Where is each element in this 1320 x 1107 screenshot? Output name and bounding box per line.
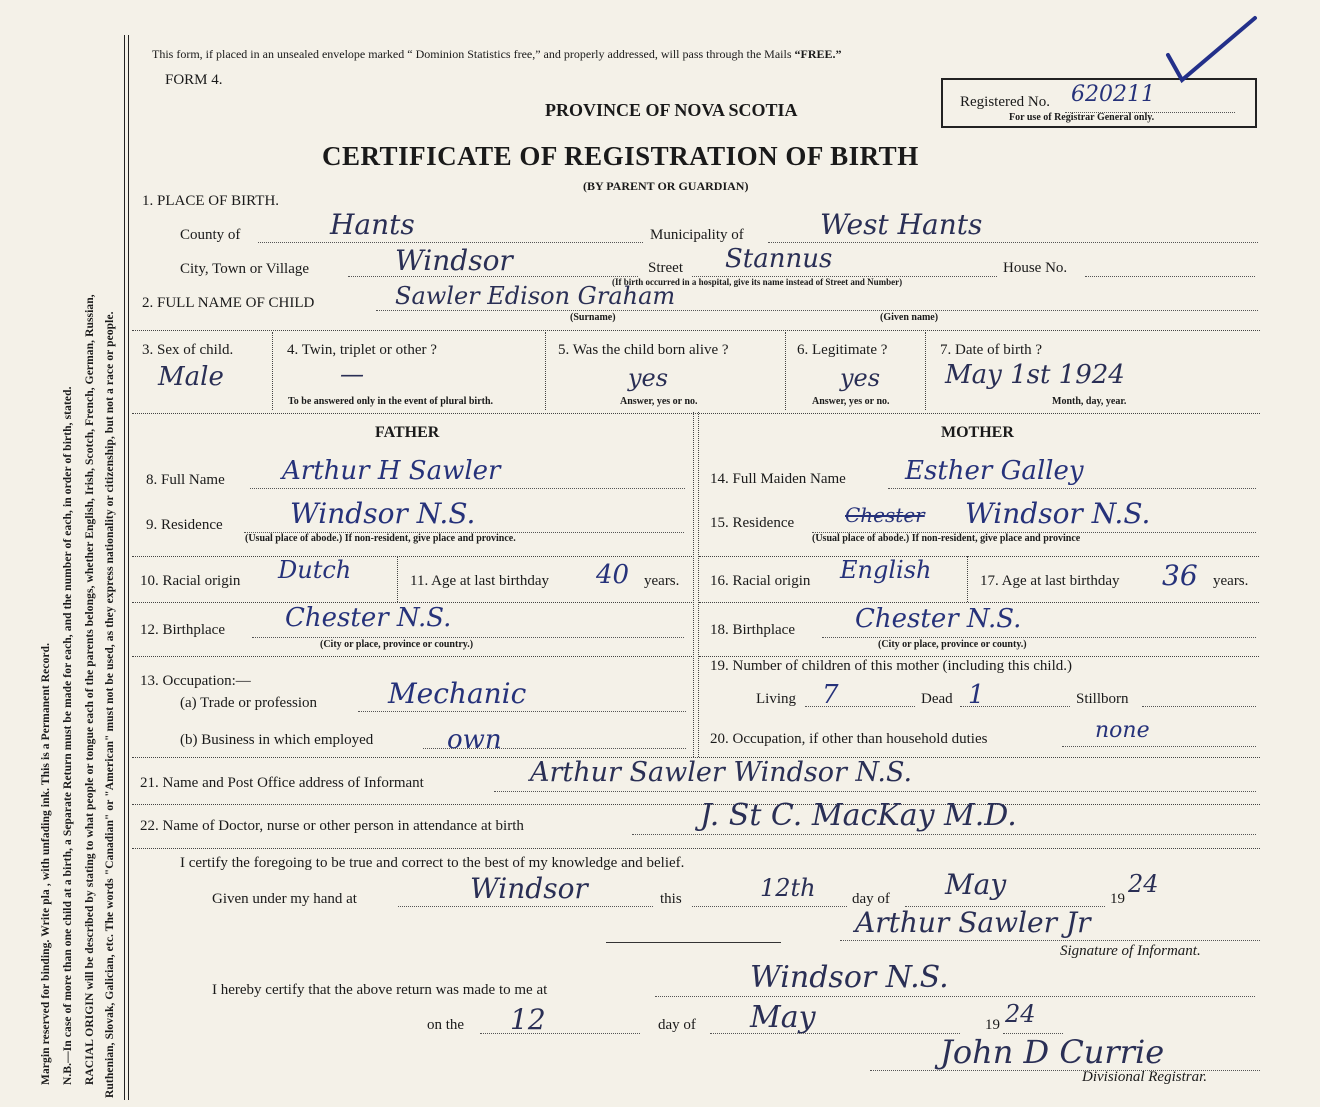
stillborn-label: Stillborn	[1076, 691, 1129, 707]
children-count-label: 19. Number of children of this mother (including this child.)	[710, 658, 1073, 674]
registrar-place: Windsor N.S.	[750, 960, 949, 995]
father-race-label: 10. Racial origin	[140, 573, 241, 589]
registrar-day: 12	[510, 1003, 546, 1036]
mother-race-value: English	[840, 556, 932, 584]
mother-residence-note: (Usual place of abode.) If non-resident, give place and province	[812, 533, 1081, 544]
legitimate-note: Answer, yes or no.	[812, 396, 890, 407]
alive-note: Answer, yes or no.	[620, 396, 698, 407]
street-label: Street	[648, 260, 683, 276]
margin-note-1: Margin reserved for binding. Write pla , with unfading ink. This is a Permanent Record.	[40, 642, 52, 1085]
father-age-label: 11. Age at last birthday	[410, 573, 549, 589]
form-number: FORM 4.	[165, 72, 223, 88]
twin-label: 4. Twin, triplet or other ?	[287, 342, 437, 358]
father-name-value: Arthur H Sawler	[282, 456, 501, 486]
mother-name-label: 14. Full Maiden Name	[710, 471, 846, 487]
sex-label: 3. Sex of child.	[142, 342, 234, 358]
informant-label: 21. Name and Post Office address of Informant	[140, 775, 424, 791]
registrar-signature-label: Divisional Registrar.	[1082, 1069, 1208, 1085]
mother-race-label: 16. Racial origin	[710, 573, 811, 589]
house-label: House No.	[1003, 260, 1068, 276]
registrar-year: 24	[1005, 1000, 1036, 1028]
registrar-note: For use of Registrar General only.	[1009, 112, 1155, 123]
registrar-year-prefix: 19	[985, 1017, 1000, 1033]
mail-note: This form, if placed in an unsealed envelope marked “ Dominion Statistics free,” and properly addressed, will pass through the Mails “FREE.”	[152, 47, 842, 61]
margin-rule	[124, 35, 125, 1100]
father-birthplace-note: (City or place, province or country.)	[320, 639, 474, 650]
given-day: 12th	[760, 874, 816, 902]
certificate-subtitle: (BY PARENT OR GUARDIAN)	[583, 179, 749, 193]
province-heading: PROVINCE OF NOVA SCOTIA	[545, 100, 798, 120]
legitimate-label: 6. Legitimate ?	[797, 342, 888, 358]
given-year-prefix: 19	[1110, 891, 1125, 907]
mother-residence-value: Windsor N.S.	[965, 497, 1151, 530]
city-label: City, Town or Village	[180, 261, 310, 277]
legitimate-value: yes	[840, 364, 881, 392]
doctor-value: J. St C. MacKay M.D.	[700, 798, 1017, 833]
father-residence-note: (Usual place of abode.) If non-resident, give place and province.	[245, 533, 516, 544]
mother-age-unit: years.	[1213, 573, 1249, 589]
child-name-value: Sawler Edison Graham	[395, 282, 676, 310]
mother-residence-label: 15. Residence	[710, 515, 795, 531]
twin-note: To be answered only in the event of plural birth.	[288, 396, 494, 407]
registrar-day-of-label: day of	[658, 1017, 696, 1033]
alive-label: 5. Was the child born alive ?	[558, 342, 729, 358]
street-value: Stannus	[725, 244, 833, 274]
doctor-label: 22. Name of Doctor, nurse or other person in attendance at birth	[140, 818, 524, 834]
father-occupation-label: 13. Occupation:—	[140, 673, 251, 689]
city-value: Windsor	[395, 244, 513, 277]
twin-value: —	[340, 360, 364, 388]
mother-birthplace-note: (City or place, province or county.)	[878, 639, 1027, 650]
margin-rule-2	[128, 35, 129, 1100]
mother-occupation-value: none	[1095, 718, 1150, 743]
mother-age-label: 17. Age at last birthday	[980, 573, 1120, 589]
municipality-label: Municipality of	[650, 227, 744, 243]
signature-rule	[606, 942, 781, 943]
father-residence-value: Windsor N.S.	[290, 497, 476, 530]
margin-note-2: N.B.—In case of more than one child at a birth, a Separate Return must be made for each, and the number of each, in order of birth, stated.	[62, 386, 74, 1085]
dead-label: Dead	[921, 691, 953, 707]
mother-residence-struck: Chester	[845, 503, 925, 527]
father-age-unit: years.	[644, 573, 680, 589]
business-label: (b) Business in which employed	[180, 732, 374, 748]
this-label: this	[660, 891, 682, 907]
on-the-label: on the	[427, 1017, 465, 1033]
father-heading: FATHER	[375, 424, 440, 441]
margin-note-4: Ruthenian, Slovak, Galician, etc. The words "Canadian" or "American" must not be used, as they express nationality or citizenship, but not a race or people.	[104, 311, 116, 1098]
father-birthplace-value: Chester N.S.	[285, 603, 452, 633]
municipality-value: West Hants	[820, 208, 983, 241]
informant-value: Arthur Sawler Windsor N.S.	[530, 757, 913, 788]
father-age-value: 40	[596, 560, 630, 590]
dob-note: Month, day, year.	[1052, 396, 1127, 407]
alive-value: yes	[628, 364, 669, 392]
father-race-value: Dutch	[278, 556, 352, 584]
binding-margin	[0, 0, 120, 1107]
mother-heading: MOTHER	[941, 424, 1014, 441]
living-value: 7	[822, 680, 839, 710]
place-heading: 1. PLACE OF BIRTH.	[142, 193, 280, 209]
business-value: own	[447, 725, 502, 755]
given-month: May	[945, 868, 1007, 901]
mother-occupation-label: 20. Occupation, if other than household duties	[710, 731, 988, 747]
day-of-label: day of	[852, 891, 890, 907]
center-divider	[693, 412, 694, 757]
trade-label: (a) Trade or profession	[180, 695, 318, 711]
given-place: Windsor	[470, 872, 588, 905]
registrar-month: May	[750, 1000, 816, 1035]
father-name-label: 8. Full Name	[146, 472, 225, 488]
child-name-label: 2. FULL NAME OF CHILD	[142, 295, 315, 311]
given-year: 24	[1128, 870, 1159, 898]
mother-name-value: Esther Galley	[905, 456, 1084, 486]
trade-value: Mechanic	[388, 677, 527, 710]
registrar-signature: John D Currie	[940, 1033, 1165, 1071]
given-name-note: (Given name)	[880, 312, 939, 323]
informant-signature: Arthur Sawler Jr	[855, 906, 1091, 939]
surname-note: (Surname)	[570, 312, 616, 323]
street-note: (If birth occurred in a hospital, give its name instead of Street and Number)	[612, 277, 903, 287]
father-residence-label: 9. Residence	[146, 517, 223, 533]
mother-age-value: 36	[1162, 559, 1198, 592]
margin-note-3: RACIAL ORIGIN will be described by stating to what people or tongue each of the parents belongs, whether English, Irish, Scotch, French, German, Russian,	[84, 294, 96, 1085]
county-label: County of	[180, 227, 241, 243]
informant-signature-label: Signature of Informant.	[1060, 943, 1201, 959]
dead-value: 1	[968, 680, 985, 710]
father-birthplace-label: 12. Birthplace	[140, 622, 225, 638]
registered-label: Registered No.	[960, 94, 1050, 110]
certificate-title: CERTIFICATE OF REGISTRATION OF BIRTH	[322, 141, 919, 171]
mother-birthplace-value: Chester N.S.	[855, 604, 1022, 634]
mother-birthplace-label: 18. Birthplace	[710, 622, 795, 638]
dob-label: 7. Date of birth ?	[940, 342, 1043, 358]
county-value: Hants	[330, 208, 415, 241]
checkmark-icon	[1160, 10, 1260, 90]
sex-value: Male	[158, 362, 224, 392]
registered-number: 620211	[1071, 82, 1155, 107]
living-label: Living	[756, 691, 796, 707]
certify-statement: I certify the foregoing to be true and correct to the best of my knowledge and belief.	[180, 855, 685, 871]
given-label: Given under my hand at	[212, 891, 357, 907]
registrar-statement: I hereby certify that the above return was made to me at	[212, 982, 548, 998]
dob-value: May 1st 1924	[945, 360, 1125, 390]
